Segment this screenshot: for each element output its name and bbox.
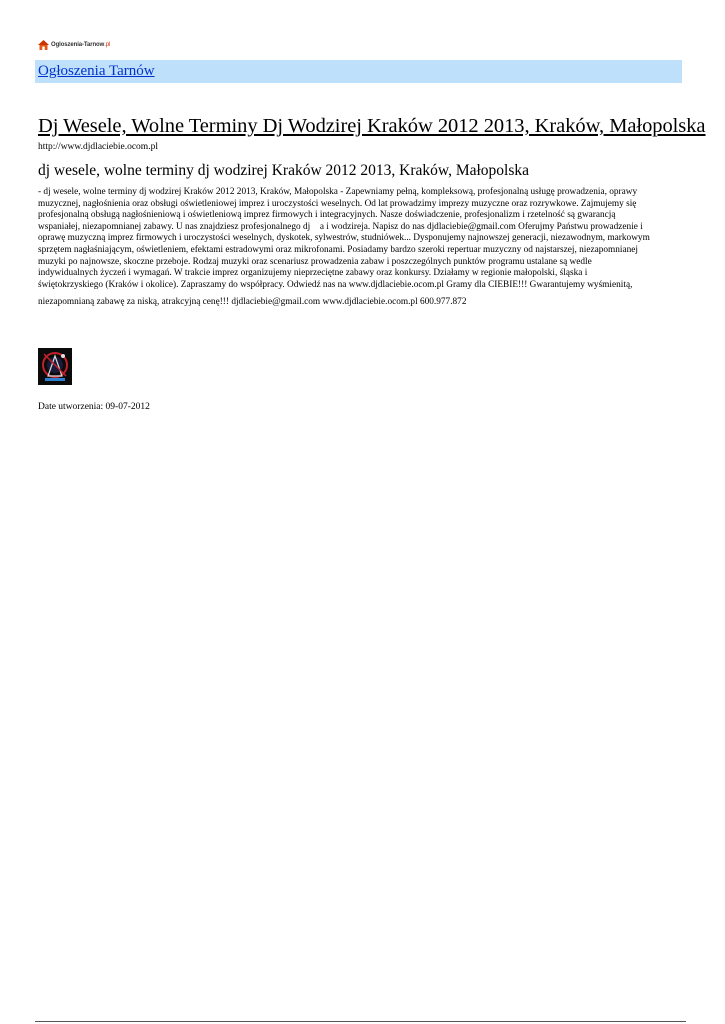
article-url: http://www.djdlaciebie.ocom.pl xyxy=(38,142,158,152)
site-home-link[interactable]: Ogłoszenia Tarnów xyxy=(38,63,155,79)
description-line: muzycznej, nagłośnienia oraz obsługi oświetleniowej imprez i uroczystości weselnych. Od lat prowadzimy imprezy muzyczne oraz rozrywkowe. Zajmujemy się xyxy=(38,198,637,209)
description-line: wspaniałej, niezapomnianej zabawy. U nas znajdziesz profesjonalnego dj  a i wodzireja. Napisz do nas djdlaciebie@gmail.com Oferujmy Państwu prowadzenie i xyxy=(38,221,643,232)
description-line: indywidualnych życzeń i wymagań. W trakcie imprez organizujemy nieprzeciętne zabawy oraz konkursy. Działamy w regionie małopolski, śląska i xyxy=(38,268,588,279)
description-line: niezapomnianą zabawę za niską, atrakcyjną cenę!!! djdlaciebie@gmail.com www.djdlaciebie.ocom.pl 600.977.872 xyxy=(38,297,467,308)
description-line: - dj wesele, wolne terminy dj wodzirej Kraków 2012 2013, Kraków, Małopolska - Zapewniamy pełną, kompleksową, profesjonalną usługę prowadzenia, oprawy xyxy=(38,187,638,197)
house-icon xyxy=(38,40,49,50)
page-title: Dj Wesele, Wolne Terminy Dj Wodzirej Kraków 2012 2013, Kraków, Małopolska xyxy=(38,115,706,137)
site-logo[interactable] xyxy=(38,39,110,51)
site-header-bar xyxy=(35,60,682,83)
article-description xyxy=(38,187,686,309)
description-line: sprzętem nagłaśniającym, oświetleniem, efektami estradowymi oraz mikrofonami. Posiadamy bardzo szeroki repertuar muzyczny od najstarszej, niezapomnianej xyxy=(38,244,638,255)
creation-date: Date utworzenia: 09-07-2012 xyxy=(38,402,150,412)
description-line: oprawę muzyczną imprez firmowych i uroczystości weselnych, dyskotek, sylwestrów, studniówek... Dysponujemy najnowszej generacji, niezawodnym, markowym xyxy=(38,233,650,244)
dj-logo-image xyxy=(38,348,72,385)
description-line: muzyki po najnowsze, skoczne przeboje. Rodzaj muzyki oraz scenariusz prowadzenia zabaw i poszczególnych punktów programu ustalane są wedle xyxy=(38,256,592,267)
article-subtitle: dj wesele, wolne terminy dj wodzirej Kraków 2012 2013, Kraków, Małopolska xyxy=(38,162,530,179)
page-divider xyxy=(35,1021,686,1022)
description-line: profesjonalną obsługą nagłośnieniową i oświetleniową imprez firmowych i integracyjnych. Nasze doświadczenie, profesjonalizm i rzetelność są gwarancją xyxy=(38,210,616,221)
listing-thumbnail[interactable] xyxy=(38,348,72,385)
description-line: świętokrzyskiego (Kraków i okolice). Zapraszamy do współpracy. Odwiedź nas na www.djdlaciebie.ocom.pl Gramy dla CIEBIE!!! Gwarantujemy wyśmienitą, xyxy=(38,279,633,290)
logo-text: Ogloszenia-Tarnow.pl xyxy=(51,42,111,48)
